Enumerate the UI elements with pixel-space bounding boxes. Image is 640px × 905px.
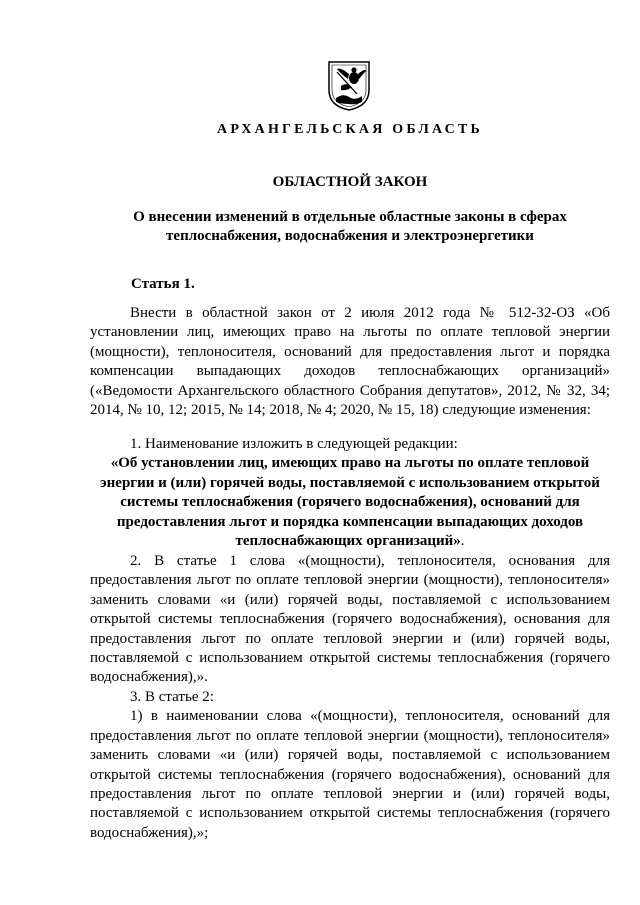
item-2 [90,552,610,688]
item-1-new-title-text: «Об установлении лиц, имеющих право на льготы по оплате тепловой энергии и (или) горячей воды, поставляемой с использованием открытой системы теплоснабжения (горячего водоснабжения), оснований для предоставления льгот и порядка компенсации выпадающих доходов теплоснабжающих организаций» [100,455,600,550]
item-1-period: . [460,533,465,550]
law-type-heading: ОБЛАСТНОЙ ЗАКОН [272,174,428,190]
item-1-lead: 1. Наименование изложить в следующей редакции: [130,436,458,452]
item-2-paragraph: 2. В статье 1 слова «(мощности), теплоносителя, основания для предоставления льгот по оплате тепловой энергии (мощности), теплоносителя» заменить словами «и (или) горячей воды, поставляемой с использованием открытой системы теплоснабжения (горячего водоснабжения), основания для предоставления льгот по оплате тепловой энергии и (или) горячей воды, поставляемой с использованием открытой системы теплоснабжения (горячего водоснабжения),». [90,553,610,686]
law-title: О внесении изменений в отдельные областные законы в сферах теплоснабжения, водоснабжения и электроэнергетики [133,209,567,244]
item-3-sub-1: 1) в наименовании слова «(мощности), теплоносителя, оснований для предоставления льгот по оплате тепловой энергии (мощности), теплоносителя» заменить словами «и (или) горячей воды, поставляемой с использованием открытой системы теплоснабжения (горячего водоснабжения), оснований для предоставления льгот по оплате тепловой энергии и (или) горячей воды, поставляемой с использованием открытой системы теплоснабжения (горячего водоснабжения),»; [90,708,610,841]
coat-of-arms-icon [327,60,371,112]
article-intro [90,304,610,420]
intro-paragraph: Внести в областной закон от 2 июля 2012 года № 512-32-ОЗ «Об установлении лиц, имеющих право на льготы по оплате тепловой энергии (мощности), теплоносителя, оснований для предоставления льгот и порядка компенсации выпадающих доходов теплоснабжающих организаций» («Ведомости Архангельского областного Собрания депутатов», 2012, № 32, 34; 2014, № 10, 12; 2015, № 14; 2018, № 4; 2020, № 15, 18) следующие изменения: [90,305,610,419]
item-1-new-title [90,454,610,551]
article-heading: Статья 1. [131,276,195,292]
region-name: АРХАНГЕЛЬСКАЯ ОБЛАСТЬ [217,122,483,137]
item-1 [90,435,610,551]
item-3-lead: 3. В статье 2: [130,689,214,705]
item-3 [90,688,610,843]
